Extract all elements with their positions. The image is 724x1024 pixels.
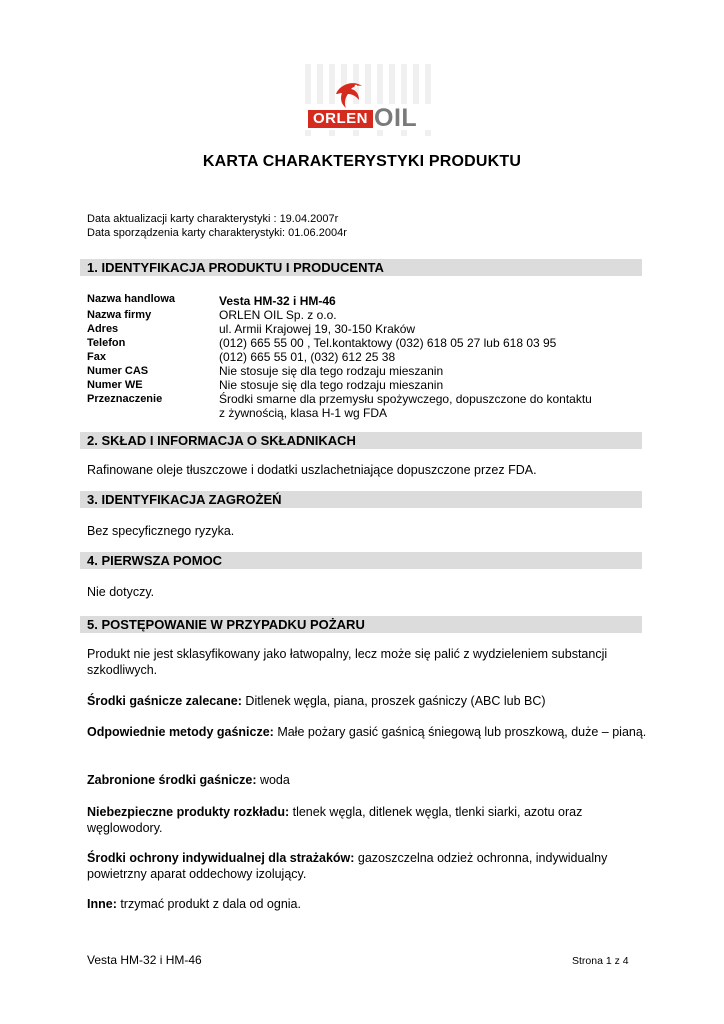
logo-suffix: OIL — [374, 104, 418, 132]
fire-item-text: Małe pożary gasić gaśnicą śniegową lub proszkową, duże – pianą. — [273, 725, 647, 739]
fire-item-text: woda — [256, 773, 290, 787]
id-label: Telefon — [87, 337, 126, 349]
section-2-header: 2. SKŁAD I INFORMACJA O SKŁADNIKACH — [80, 432, 642, 449]
id-row-we — [87, 378, 619, 392]
fire-item-text: Ditlenek węgla, piana, proszek gaśniczy (ABC lub BC) — [241, 694, 546, 708]
id-value: Vesta HM-32 i HM-46 — [219, 294, 336, 308]
section-4-header: 4. PIERWSZA POMOC — [80, 552, 642, 569]
fire-item-methods — [87, 724, 647, 740]
footer-product: Vesta HM-32 i HM-46 — [87, 953, 202, 967]
fire-item-protection — [87, 850, 647, 882]
id-value: ORLEN OIL Sp. z o.o. — [219, 308, 337, 322]
id-label: Nazwa firmy — [87, 309, 152, 321]
fire-item-label: Zabronione środki gaśnicze: — [87, 773, 257, 787]
fire-item-label: Niebezpieczne produkty rozkładu: — [87, 805, 290, 819]
fire-item-label: Środki gaśnicze zalecane: — [87, 694, 242, 708]
id-row-phone — [87, 336, 619, 350]
update-date: Data aktualizacji karty charakterystyki : 19.04.2007r — [87, 213, 339, 225]
identification-table — [87, 292, 619, 420]
id-value-line: Środki smarne dla przemysłu spożywczego, dopuszczone do kontaktu — [219, 392, 592, 406]
fire-item-label: Środki ochrony indywidualnej dla strażaków: — [87, 851, 355, 865]
eagle-icon — [332, 80, 366, 110]
id-value-line: z żywnością, klasa H-1 wg FDA — [219, 406, 388, 420]
section-3-header: 3. IDENTYFIKACJA ZAGROŻEŃ — [80, 491, 642, 508]
logo-brand: ORLEN — [308, 110, 373, 128]
id-row-purpose — [87, 392, 619, 420]
fire-item-decomposition — [87, 804, 647, 836]
section-3-text: Bez specyficznego ryzyka. — [87, 524, 235, 538]
document-dates — [87, 212, 347, 240]
id-label: Adres — [87, 323, 119, 335]
id-row-address — [87, 322, 619, 336]
id-label: Numer WE — [87, 379, 143, 391]
id-row-fax — [87, 350, 619, 364]
id-value: (012) 665 55 00 , Tel.kontaktowy (032) 618 05 27 lub 618 03 95 — [219, 336, 557, 350]
fire-item-text: gazoszczelna odzież ochronna, indywidualny powietrzny aparat oddechowy izolujący. — [87, 851, 608, 881]
fire-item-text: trzymać produkt z dala od ognia. — [116, 897, 301, 911]
created-date: Data sporządzenia karty charakterystyki: 01.06.2004r — [87, 227, 347, 239]
id-value: Nie stosuje się dla tego rodzaju mieszanin — [219, 378, 444, 392]
id-label: Fax — [87, 351, 106, 363]
section-5-intro: Produkt nie jest sklasyfikowany jako łatwopalny, lecz może się palić z wydzieleniem substancji szkodliwych. — [87, 647, 608, 677]
id-row-trade-name — [87, 292, 619, 308]
id-value: (012) 665 55 01, (032) 612 25 38 — [219, 350, 396, 364]
section-5-header: 5. POSTĘPOWANIE W PRZYPADKU POŻARU — [80, 616, 642, 633]
section-4-text: Nie dotyczy. — [87, 585, 155, 599]
id-label: Przeznaczenie — [87, 393, 163, 405]
document-title: KARTA CHARAKTERYSTYKI PRODUKTU — [202, 153, 522, 170]
id-row-cas — [87, 364, 619, 378]
id-value: Nie stosuje się dla tego rodzaju mieszanin — [219, 364, 444, 378]
id-label: Nazwa handlowa — [87, 293, 176, 305]
fire-item-forbidden — [87, 772, 647, 788]
fire-item-label: Odpowiednie metody gaśnicze: — [87, 725, 274, 739]
id-value — [219, 392, 619, 420]
id-label: Numer CAS — [87, 365, 149, 377]
fire-item-text: tlenek węgla, ditlenek węgla, tlenki siarki, azotu oraz węglowodory. — [87, 805, 583, 835]
fire-item-recommended — [87, 693, 647, 709]
id-row-company — [87, 308, 619, 322]
section-1-header: 1. IDENTYFIKACJA PRODUKTU I PRODUCENTA — [80, 259, 642, 276]
footer-page-number: Strona 1 z 4 — [572, 955, 629, 967]
company-logo — [290, 64, 440, 136]
fire-item-other — [87, 896, 647, 912]
id-value: ul. Armii Krajowej 19, 30-150 Kraków — [219, 322, 416, 336]
fire-item-label: Inne: — [87, 897, 117, 911]
section-2-text: Rafinowane oleje tłuszczowe i dodatki uszlachetniające dopuszczone przez FDA. — [87, 463, 537, 477]
